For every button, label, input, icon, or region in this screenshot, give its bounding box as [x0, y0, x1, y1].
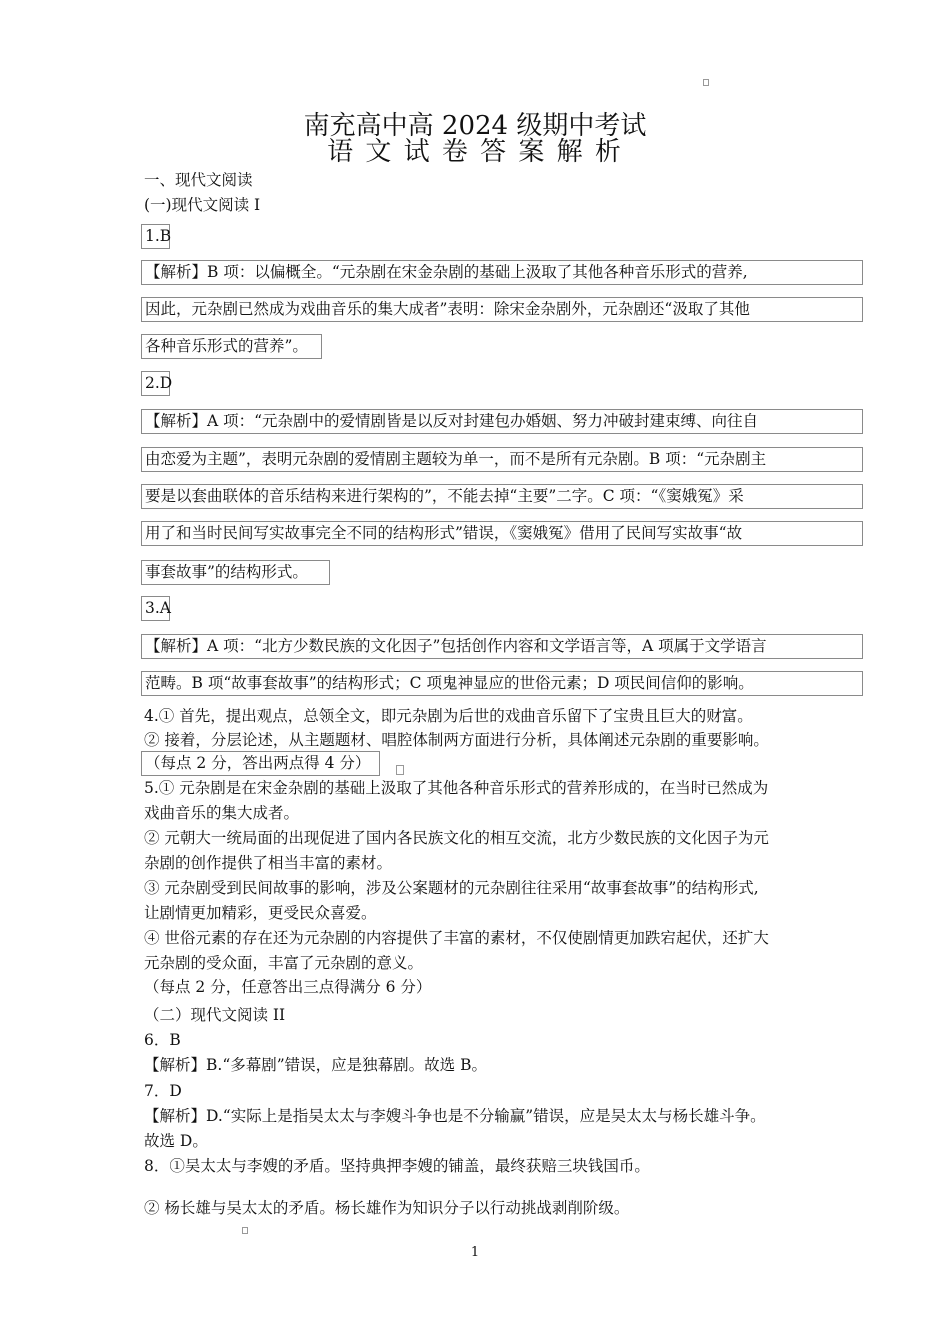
answer-1: 1.B — [141, 224, 170, 249]
answer-2: 2.D — [141, 371, 170, 396]
analysis-2-line5: 事套故事”的结构形式。 — [141, 560, 330, 585]
answer-5-line8: 元杂剧的受众面，丰富了元杂剧的意义。 — [144, 954, 424, 972]
answer-8-line1: 8．①吴太太与李嫂的矛盾。坚持典押李嫂的铺盖，最终获赔三块钱国币。 — [144, 1157, 650, 1175]
page-number: 1 — [470, 1245, 480, 1260]
analysis-3-line1: 【解析】A 项：“北方少数民族的文化因子”包括创作内容和文学语言等，A 项属于文学语言 — [141, 634, 863, 659]
answer-5-line2: 戏曲音乐的集大成者。 — [144, 804, 300, 822]
page-subtitle: 语 文 试 卷 答 案 解 析 — [327, 137, 623, 167]
answer-5-line1: 5.① 元杂剧是在宋金杂剧的基础上汲取了其他各种音乐形式的营养形成的，在当时已然成为 — [144, 779, 769, 797]
answer-5-line5: ③ 元杂剧受到民间故事的影响，涉及公案题材的元杂剧往往采用“故事套故事”的结构形式, — [144, 879, 759, 897]
scan-mark-bottom — [242, 1227, 248, 1234]
analysis-1-line2: 因此，元杂剧已然成为戏曲音乐的集大成者”表明：除宋金杂剧外，元杂剧还“汲取了其他 — [141, 297, 863, 322]
analysis-7-line2: 故选 D。 — [144, 1132, 208, 1150]
page-title: 南充高中高 2024 级期中考试 — [303, 111, 647, 141]
answer-6: 6．B — [144, 1031, 181, 1049]
answer-5-line7: ④ 世俗元素的存在还为元杂剧的内容提供了丰富的素材，不仅使剧情更加跌宕起伏，还扩大 — [144, 929, 769, 947]
answer-4-score: （每点 2 分，答出两点得 4 分） — [141, 751, 380, 776]
subsection-heading-2: （二）现代文阅读 II — [144, 1006, 286, 1024]
scan-mark-top — [703, 79, 709, 86]
analysis-2-line4: 用了和当时民间写实故事完全不同的结构形式”错误，《窦娥冤》借用了民间写实故事“故 — [141, 521, 863, 546]
section-heading: 一、现代文阅读 — [144, 171, 253, 189]
analysis-1-line1: 【解析】B 项：以偏概全。“元杂剧在宋金杂剧的基础上汲取了其他各种音乐形式的营养, — [141, 260, 863, 285]
analysis-2-line1: 【解析】A 项：“元杂剧中的爱情剧皆是以反对封建包办婚姻、努力冲破封建束缚、向往自 — [141, 409, 863, 434]
analysis-1-line3: 各种音乐形式的营养”。 — [141, 334, 322, 359]
answer-8-line2: ② 杨长雄与吴太太的矛盾。杨长雄作为知识分子以行动挑战剥削阶级。 — [144, 1199, 630, 1217]
analysis-2-line2: 由恋爱为主题”，表明元杂剧的爱情剧主题较为单一，而不是所有元杂剧。B 项：“元杂剧主 — [141, 447, 863, 472]
analysis-3-line2: 范畴。B 项“故事套故事”的结构形式；C 项鬼神显应的世俗元素；D 项民间信仰的影响。 — [141, 671, 863, 696]
answer-4-line2: ② 接着，分层论述，从主题题材、唱腔体制两方面进行分析，具体阐述元杂剧的重要影响。 — [144, 731, 769, 749]
analysis-6: 【解析】B.“多幕剧”错误，应是独幕剧。故选 B。 — [144, 1056, 487, 1074]
answer-5-line4: 杂剧的创作提供了相当丰富的素材。 — [144, 854, 393, 872]
analysis-2-line3: 要是以套曲联体的音乐结构来进行架构的”，不能去掉“主要”二字。C 项：“《窦娥冤》采 — [141, 484, 863, 509]
analysis-7-line1: 【解析】D.“实际上是指吴太太与李嫂斗争也是不分输赢”错误，应是吴太太与杨长雄斗争。 — [144, 1107, 766, 1125]
scan-mark-mid — [396, 765, 404, 775]
answer-5-line6: 让剧情更加精彩，更受民众喜爱。 — [144, 904, 377, 922]
answer-5-line3: ② 元朝大一统局面的出现促进了国内各民族文化的相互交流，北方少数民族的文化因子为元 — [144, 829, 769, 847]
subsection-heading: (一)现代文阅读 I — [144, 196, 261, 214]
answer-7: 7．D — [144, 1082, 182, 1100]
answer-4-line1: 4.① 首先，提出观点，总领全文，即元杂剧为后世的戏曲音乐留下了宝贵且巨大的财富。 — [144, 707, 753, 725]
answer-3: 3.A — [141, 596, 170, 621]
answer-5-score: （每点 2 分，任意答出三点得满分 6 分） — [144, 978, 432, 996]
